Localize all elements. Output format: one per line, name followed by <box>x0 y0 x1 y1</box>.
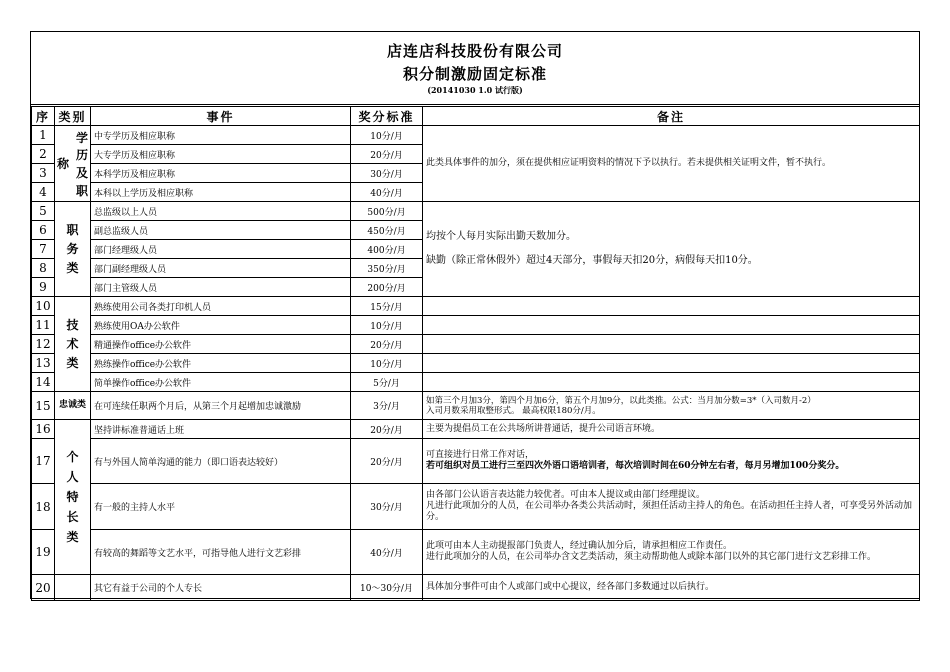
row-score: 10分/月 <box>351 354 423 373</box>
row-no: 19 <box>32 530 55 575</box>
note-row-19: 此项可由本人主动提报部门负责人，经过确认加分后，请承担相应工作责任。 进行此项加分的人员，在公司举办含文艺类活动，须主动帮助他人或除本部门以外的其它部门进行文艺彩排工作。 <box>423 530 920 575</box>
table-row <box>32 439 920 484</box>
row-event: 本科以上学历及相应职称 <box>91 183 351 202</box>
note-empty <box>423 335 920 354</box>
note-education: 此类具体事件的加分，须在提供相应证明资料的情况下予以执行。若未提供相关证明文件，暂不执行。 <box>423 126 920 202</box>
row-score: 200分/月 <box>351 278 423 297</box>
row-score: 40分/月 <box>351 530 423 575</box>
row-no: 11 <box>32 316 55 335</box>
row-event: 有一般的主持人水平 <box>91 484 351 530</box>
row-score: 10～30分/月 <box>351 575 423 601</box>
table-row <box>32 373 920 392</box>
row-event: 其它有益于公司的个人专长 <box>91 575 351 601</box>
row-event: 本科学历及相应职称 <box>91 164 351 183</box>
row-score: 10分/月 <box>351 126 423 145</box>
note-empty <box>423 373 920 392</box>
row-score: 20分/月 <box>351 145 423 164</box>
row-score: 20分/月 <box>351 439 423 484</box>
row-event: 熟练使用OA办公软件 <box>91 316 351 335</box>
row-event: 在可连续任职两个月后，从第三个月起增加忠诚激励 <box>91 392 351 420</box>
category-technical: 技 术 类 <box>55 297 91 392</box>
row-event: 总监级以上人员 <box>91 202 351 221</box>
col-header-note: 备注 <box>423 107 920 126</box>
row-event: 有较高的舞蹈等文艺水平，可指导他人进行文艺彩排 <box>91 530 351 575</box>
row-event: 大专学历及相应职称 <box>91 145 351 164</box>
table-row <box>32 126 920 145</box>
note-empty <box>423 354 920 373</box>
col-header-event: 事件 <box>91 107 351 126</box>
row-score: 400分/月 <box>351 240 423 259</box>
row-event: 熟练使用公司各类打印机人员 <box>91 297 351 316</box>
category-position: 职 务 类 <box>55 202 91 297</box>
row-no: 18 <box>32 484 55 530</box>
row-no: 1 <box>32 126 55 145</box>
note-row-18: 由各部门公认语言表达能力较优者。可由本人提议或由部门经理提议。 凡进行此项加分的人员，在公司举办各类公共活动时，须担任活动主持人的角色。在活动担任主持人者，可享受另外活动加分。 <box>423 484 920 530</box>
row-event: 精通操作office办公软件 <box>91 335 351 354</box>
row-score: 450分/月 <box>351 221 423 240</box>
row-event: 部门副经理级人员 <box>91 259 351 278</box>
score-table <box>31 106 920 601</box>
row-score: 500分/月 <box>351 202 423 221</box>
table-row <box>32 202 920 221</box>
row-no: 3 <box>32 164 55 183</box>
row-no: 10 <box>32 297 55 316</box>
row-event: 副总监级人员 <box>91 221 351 240</box>
row-event: 简单操作office办公软件 <box>91 373 351 392</box>
row-score: 10分/月 <box>351 316 423 335</box>
row-score: 3分/月 <box>351 392 423 420</box>
row-event: 有与外国人简单沟通的能力（即口语表达较好） <box>91 439 351 484</box>
row-event: 部门经理级人员 <box>91 240 351 259</box>
note-row-16: 主要为提倡员工在公共场所讲普通话，提升公司语言环境。 <box>423 420 920 439</box>
col-header-no: 序 <box>32 107 55 126</box>
table-row <box>32 335 920 354</box>
note-row-17: 可直接进行日常工作对话， 若可组织对员工进行三至四次外语口语培训者，每次培训时间在60分钟左右者，每月另增加100分奖分。 <box>423 439 920 484</box>
row-no: 2 <box>32 145 55 164</box>
note-loyalty: 如第三个月加3分，第四个月加6分，第五个月加9分，以此类推。公式：当月加分数=3*（入司数月-2） 入司月数采用取整形式。 最高权限180分/月。 <box>423 392 920 420</box>
header-row <box>32 107 920 126</box>
row-no: 9 <box>32 278 55 297</box>
table-row <box>32 392 920 420</box>
table-row <box>32 530 920 575</box>
version-label: (20141030 1.0 试行版) <box>427 85 523 95</box>
note-position: 均按个人每月实际出勤天数加分。 缺勤（除正常休假外）超过4天部分，事假每天扣20分，病假每天扣10分。 <box>423 202 920 297</box>
row-score: 350分/月 <box>351 259 423 278</box>
row-score: 30分/月 <box>351 484 423 530</box>
row-no: 8 <box>32 259 55 278</box>
row-no: 12 <box>32 335 55 354</box>
category-personal: 个 人 特 长 类 <box>55 420 91 575</box>
row-score: 20分/月 <box>351 335 423 354</box>
title-divider <box>31 104 919 105</box>
row-score: 15分/月 <box>351 297 423 316</box>
table-row <box>32 420 920 439</box>
row-no: 4 <box>32 183 55 202</box>
document-title: 积分制激励固定标准 <box>402 65 547 83</box>
table-row <box>32 484 920 530</box>
sheet <box>30 31 920 599</box>
row-no: 6 <box>32 221 55 240</box>
category-empty <box>55 575 91 601</box>
row-score: 30分/月 <box>351 164 423 183</box>
row-no: 7 <box>32 240 55 259</box>
table-row <box>32 575 920 601</box>
table-row <box>32 297 920 316</box>
row-score: 40分/月 <box>351 183 423 202</box>
category-education: 学 历 称 及 职 <box>55 126 91 202</box>
row-event: 坚持讲标准普通话上班 <box>91 420 351 439</box>
note-row-20: 具体加分事件可由个人或部门或中心提议，经各部门多数通过以后执行。 <box>423 575 920 601</box>
row-score: 5分/月 <box>351 373 423 392</box>
category-loyalty: 忠诚类 <box>55 392 91 420</box>
row-no: 20 <box>32 575 55 601</box>
row-event: 中专学历及相应职称 <box>91 126 351 145</box>
note-empty <box>423 297 920 316</box>
table-row <box>32 316 920 335</box>
row-no: 15 <box>32 392 55 420</box>
row-no: 17 <box>32 439 55 484</box>
col-header-category: 类别 <box>55 107 91 126</box>
row-score: 20分/月 <box>351 420 423 439</box>
row-no: 13 <box>32 354 55 373</box>
note-empty <box>423 316 920 335</box>
row-no: 14 <box>32 373 55 392</box>
row-no: 16 <box>32 420 55 439</box>
row-event: 熟练操作office办公软件 <box>91 354 351 373</box>
row-no: 5 <box>32 202 55 221</box>
company-name: 店连店科技股份有限公司 <box>386 42 563 60</box>
row-event: 部门主管级人员 <box>91 278 351 297</box>
table-row <box>32 354 920 373</box>
col-header-score: 奖分标准 <box>351 107 423 126</box>
